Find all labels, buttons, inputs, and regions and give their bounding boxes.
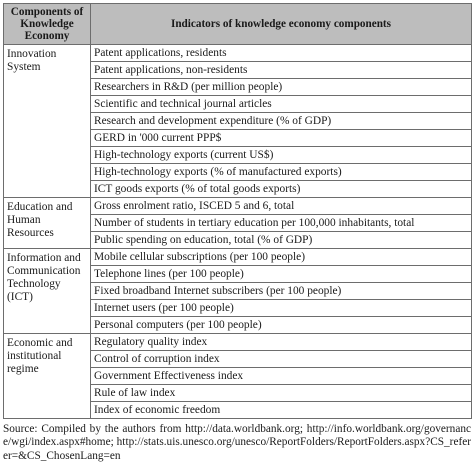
indicator-cell: Fixed broadband Internet subscribers (per 100 people) [91, 283, 472, 300]
component-cell: Education and Human Resources [4, 198, 91, 249]
indicator-cell: Regulatory quality index [91, 334, 472, 351]
indicator-cell: Research and development expenditure (% of GDP) [91, 113, 472, 130]
indicator-cell: Patent applications, non-residents [91, 62, 472, 79]
indicator-cell: High-technology exports (% of manufactured exports) [91, 164, 472, 181]
indicator-cell: Mobile cellular subscriptions (per 100 people) [91, 249, 472, 266]
table-row [4, 198, 472, 215]
indicator-cell: Control of corruption index [91, 351, 472, 368]
table-row [4, 45, 472, 62]
indicator-cell: Personal computers (per 100 people) [91, 317, 472, 334]
indicator-cell: Patent applications, residents [91, 45, 472, 62]
indicator-cell: Scientific and technical journal articles [91, 96, 472, 113]
indicator-cell: Public spending on education, total (% of GDP) [91, 232, 472, 249]
component-cell: Innovation System [4, 45, 91, 198]
indicator-cell: High-technology exports (current US$) [91, 147, 472, 164]
indicator-cell: Researchers in R&D (per million people) [91, 79, 472, 96]
indicator-cell: Gross enrolment ratio, ISCED 5 and 6, total [91, 198, 472, 215]
source-note: Source: Compiled by the authors from http://data.worldbank.org; http://info.worldbank.org/governance/wgi/index.aspx#home; http://stats.uis.unesco.org/unesco/ReportFolders/ReportFolders.aspx?CS_referer=&CS_ChosenLang=en [3, 423, 471, 462]
table-row [4, 334, 472, 351]
indicator-cell: Government Effectiveness index [91, 368, 472, 385]
knowledge-economy-table [3, 3, 472, 419]
indicator-cell: Telephone lines (per 100 people) [91, 266, 472, 283]
indicator-cell: Internet users (per 100 people) [91, 300, 472, 317]
indicator-cell: Number of students in tertiary education per 100,000 inhabitants, total [91, 215, 472, 232]
indicator-cell: Rule of law index [91, 385, 472, 402]
header-components: Components of Knowledge Economy [4, 4, 91, 45]
table-body [4, 45, 472, 419]
indicator-cell: Index of economic freedom [91, 402, 472, 419]
header-indicators: Indicators of knowledge economy components [91, 4, 472, 45]
component-cell: Information and Communication Technology (ICT) [4, 249, 91, 334]
indicator-cell: ICT goods exports (% of total goods exports) [91, 181, 472, 198]
component-cell: Economic and institutional regime [4, 334, 91, 419]
knowledge-economy-table-figure [3, 3, 471, 463]
table-row [4, 249, 472, 266]
table-header-row [4, 4, 472, 45]
indicator-cell: GERD in '000 current PPP$ [91, 130, 472, 147]
